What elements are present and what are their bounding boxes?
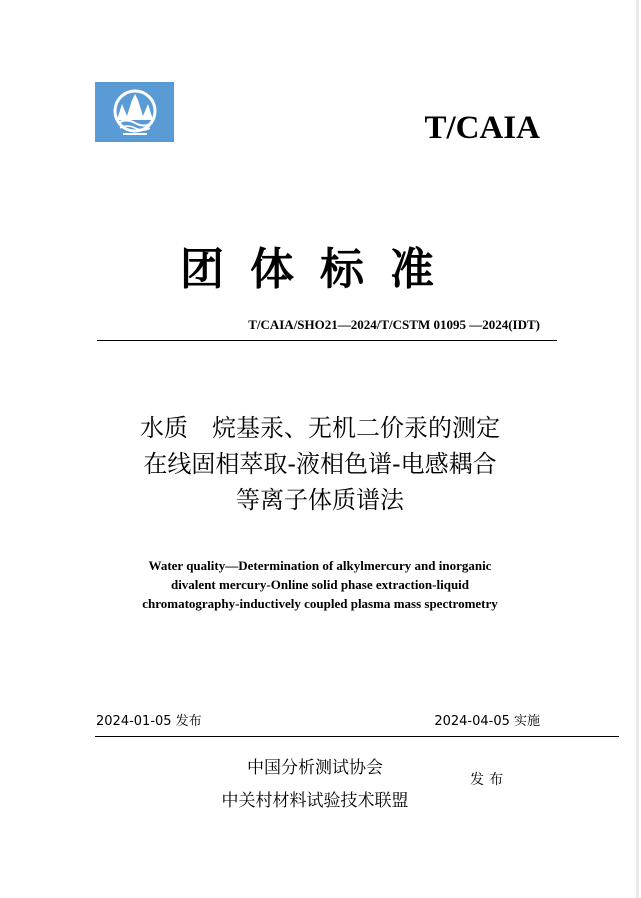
english-title-line: divalent mercury-Online solid phase extraction-liquid [170, 577, 470, 592]
standard-code: T/CAIA [424, 110, 540, 146]
top-divider [97, 340, 557, 341]
standard-number: T/CAIA/SHO21—2024/T/CSTM 01095 —2024(IDT) [248, 317, 540, 332]
standard-type-heading: 团体标准 [180, 244, 460, 295]
issue-date: 2024-01-05 发布 [96, 714, 202, 729]
chinese-title-line: 等离子体质谱法 [236, 486, 404, 514]
chinese-title-line: 水质 烷基汞、无机二价汞的测定 [140, 414, 500, 442]
publisher-list [180, 752, 450, 818]
publisher-name: 中关村材料试验技术联盟 [221, 791, 409, 811]
publish-label: 发布 [470, 772, 508, 788]
caia-emblem-graphic [95, 82, 174, 142]
english-title-line: Water quality—Determination of alkylmercury and inorganic [148, 558, 492, 573]
caia-emblem-icon [95, 82, 174, 142]
english-title-line: chromatography-inductively coupled plasma mass spectrometry [142, 596, 498, 611]
implementation-date: 2024-04-05 实施 [434, 714, 540, 729]
page-edge [636, 0, 639, 898]
english-title [70, 556, 570, 613]
bottom-divider [95, 736, 619, 737]
chinese-title [80, 410, 560, 518]
chinese-title-line: 在线固相萃取-液相色谱-电感耦合 [143, 450, 497, 478]
publisher-name: 中国分析测试协会 [247, 758, 383, 778]
